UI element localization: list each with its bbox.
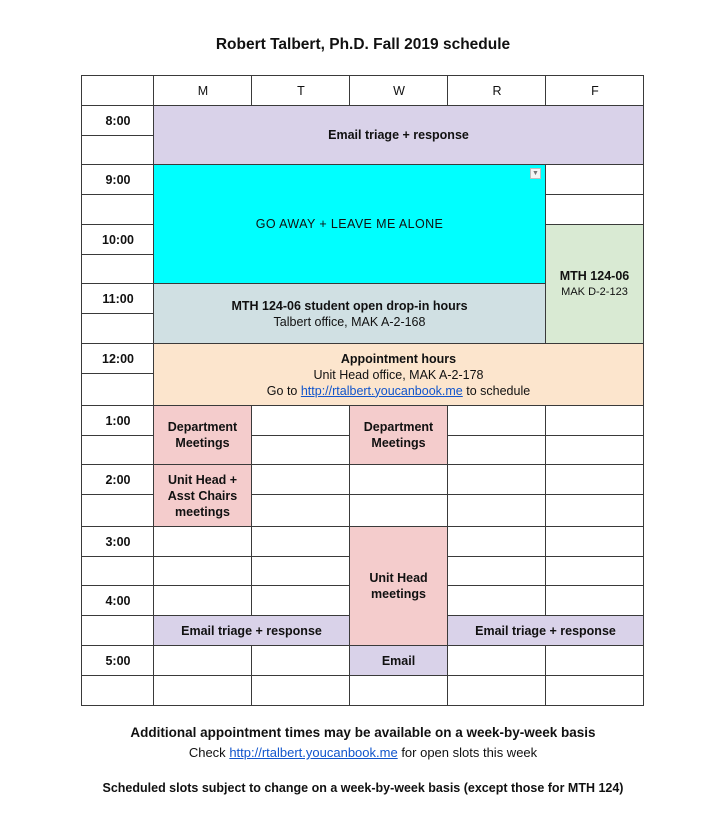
email-wednesday-block xyxy=(349,645,448,676)
grid-cell xyxy=(349,494,448,527)
grid-cell xyxy=(251,556,350,586)
department-meetings-monday-line1: Department xyxy=(167,420,238,434)
email-wednesday-label: Email xyxy=(381,653,416,668)
footer-check-line xyxy=(0,745,726,760)
department-meetings-wednesday-block xyxy=(349,405,448,465)
grid-cell xyxy=(545,464,644,495)
unit-head-meetings-line2: meetings xyxy=(371,587,426,601)
grid-cell xyxy=(153,675,252,706)
grid-cell xyxy=(81,194,154,225)
mth-124-class-room: MAK D-2-123 xyxy=(561,286,628,298)
email-triage-rf-label: Email triage + response xyxy=(475,623,616,638)
grid-cell xyxy=(81,75,154,106)
grid-cell xyxy=(251,494,350,527)
email-triage-rf-block xyxy=(447,615,644,646)
grid-cell xyxy=(81,373,154,406)
grid-cell xyxy=(545,164,644,195)
time-label-12: 12:00 xyxy=(102,352,134,366)
email-triage-mt-label: Email triage + response xyxy=(181,623,322,638)
unit-head-meetings-block xyxy=(349,526,448,646)
dropin-hours-block xyxy=(153,283,546,344)
dropdown-arrow-icon[interactable]: ▼ xyxy=(530,168,541,179)
grid-cell xyxy=(81,135,154,165)
department-meetings-monday-block xyxy=(153,405,252,465)
grid-cell xyxy=(251,464,350,495)
grid-cell xyxy=(545,435,644,465)
appointment-hours-instructions xyxy=(267,383,530,399)
unit-head-meetings-line1: Unit Head xyxy=(369,571,428,585)
footer-check-text: Check xyxy=(188,745,226,760)
grid-cell xyxy=(153,526,252,557)
grid-cell xyxy=(251,526,350,557)
day-header-t: T xyxy=(297,84,305,98)
grid-cell xyxy=(349,464,448,495)
email-triage-mt-block xyxy=(153,615,350,646)
grid-cell xyxy=(447,645,546,676)
grid-cell xyxy=(81,494,154,527)
day-header-f: F xyxy=(591,84,599,98)
grid-cell xyxy=(251,585,350,616)
grid-cell xyxy=(251,435,350,465)
time-label-5: 5:00 xyxy=(105,654,131,668)
grid-cell xyxy=(81,615,154,646)
appointment-hours-location: Unit Head office, MAK A-2-178 xyxy=(313,367,484,382)
appointment-booking-link[interactable]: http://rtalbert.youcanbook.me xyxy=(300,383,463,398)
department-meetings-monday-line2: Meetings xyxy=(175,436,230,450)
grid-cell xyxy=(251,405,350,436)
time-label-10: 10:00 xyxy=(102,233,134,247)
grid-cell xyxy=(81,556,154,586)
department-meetings-wednesday-line1: Department xyxy=(363,420,434,434)
grid-cell xyxy=(251,675,350,706)
footer-booking-link[interactable]: http://rtalbert.youcanbook.me xyxy=(229,745,398,760)
grid-cell xyxy=(81,254,154,284)
grid-cell xyxy=(153,645,252,676)
go-away-block xyxy=(153,164,546,284)
day-header-r: R xyxy=(492,84,502,98)
grid-cell xyxy=(545,526,644,557)
appointment-hours-title: Appointment hours xyxy=(340,351,457,366)
appointment-go-to-text: Go to xyxy=(266,383,298,398)
time-label-3: 3:00 xyxy=(105,535,131,549)
unit-head-asst-chairs-line3: meetings xyxy=(175,504,230,519)
department-meetings-wednesday-line2: Meetings xyxy=(371,436,426,450)
grid-cell xyxy=(447,556,546,586)
time-label-1: 1:00 xyxy=(105,414,131,428)
footer-check-suffix: for open slots this week xyxy=(401,745,538,760)
unit-head-asst-chairs-line2: Asst Chairs xyxy=(167,488,238,503)
grid-cell xyxy=(81,675,154,706)
day-header-w: W xyxy=(393,84,405,98)
appointment-hours-block xyxy=(153,343,644,406)
grid-cell xyxy=(545,675,644,706)
grid-cell xyxy=(545,556,644,586)
grid-cell xyxy=(545,405,644,436)
page-title: Robert Talbert, Ph.D. Fall 2019 schedule xyxy=(215,36,511,53)
day-header-m: M xyxy=(197,84,209,98)
mth-124-class-block xyxy=(545,224,644,344)
grid-cell xyxy=(153,556,252,586)
go-away-label: GO AWAY + LEAVE ME ALONE xyxy=(255,217,444,231)
grid-cell xyxy=(447,435,546,465)
time-label-2: 2:00 xyxy=(105,473,131,487)
grid-cell xyxy=(545,194,644,225)
grid-cell xyxy=(349,675,448,706)
mth-124-class-title: MTH 124-06 xyxy=(559,269,630,283)
unit-head-asst-chairs-block xyxy=(153,464,252,527)
email-triage-morning-label: Email triage + response xyxy=(328,128,469,142)
grid-cell xyxy=(545,494,644,527)
grid-cell xyxy=(447,526,546,557)
time-label-8: 8:00 xyxy=(105,114,131,128)
email-triage-morning-block xyxy=(153,105,644,165)
grid-cell xyxy=(81,435,154,465)
appointment-schedule-text: to schedule xyxy=(466,383,531,398)
grid-cell xyxy=(447,585,546,616)
grid-cell xyxy=(545,585,644,616)
grid-cell xyxy=(447,494,546,527)
grid-cell xyxy=(447,405,546,436)
grid-cell xyxy=(545,645,644,676)
grid-cell xyxy=(447,464,546,495)
grid-cell xyxy=(447,675,546,706)
footer-change-note: Scheduled slots subject to change on a week-by-week basis (except those for MTH 124) xyxy=(102,781,624,795)
dropin-hours-title: MTH 124-06 student open drop-in hours xyxy=(231,298,468,313)
time-label-9: 9:00 xyxy=(105,173,131,187)
unit-head-asst-chairs-line1: Unit Head + xyxy=(167,472,238,487)
grid-cell xyxy=(81,313,154,344)
grid-cell xyxy=(251,645,350,676)
dropin-hours-location: Talbert office, MAK A-2-168 xyxy=(273,314,426,329)
time-label-11: 11:00 xyxy=(102,292,134,306)
grid-cell xyxy=(153,585,252,616)
schedule-grid xyxy=(82,76,644,706)
time-label-4: 4:00 xyxy=(105,594,131,608)
footer-availability-note: Additional appointment times may be available on a week-by-week basis xyxy=(130,725,596,740)
